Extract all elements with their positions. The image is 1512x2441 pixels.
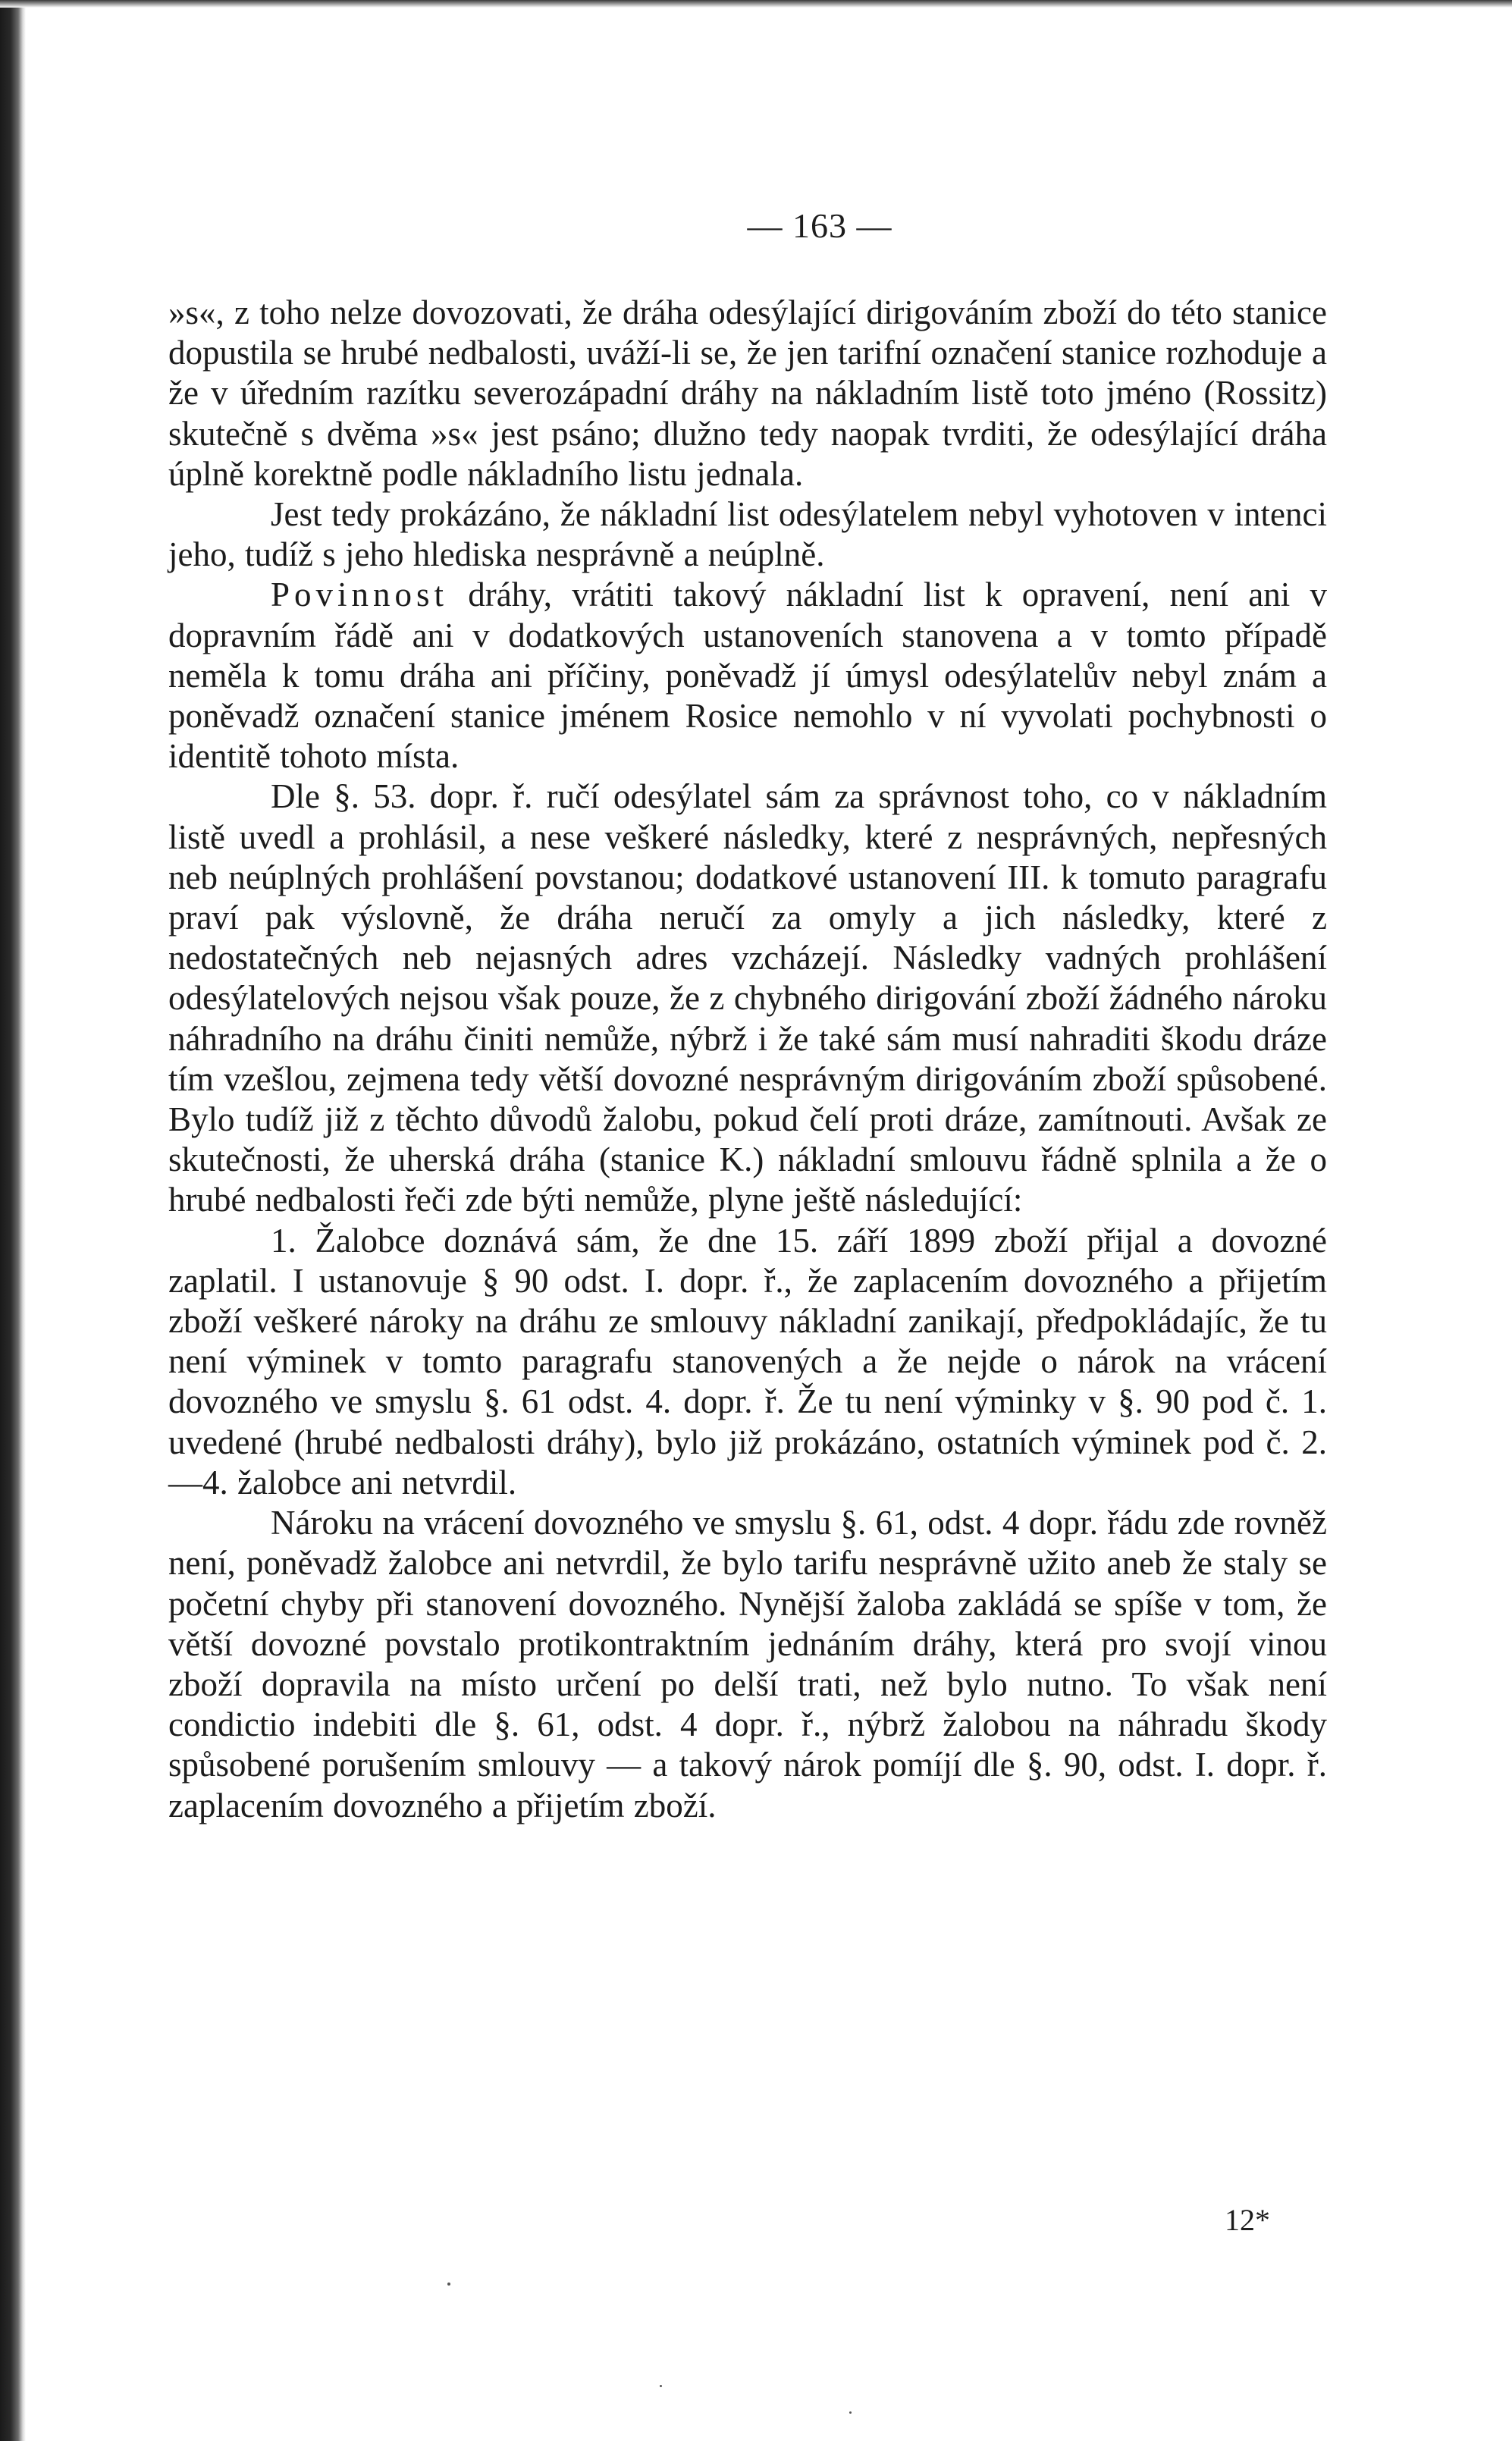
page-number: — 163 — (747, 206, 892, 245)
emphasized-word: Povinnost (271, 576, 449, 614)
paragraph-6: Nároku na vrácení dovozného ve smyslu §. 61, odst. 4 dopr. řádu zde rovněž není, poněvadž žalobce ani netvrdil, že bylo tarifu nesprávně užito aneb že staly se početní chyby při stanovení dovozného. Nynější žaloba zakládá se spíše v tom, že větší dovozné povstalo protikontraktním jednáním dráhy, která pro svojí vinou zboží dopravila na místo určení po delší trati, než bylo nutno. To však není condictio indebiti dle §. 61, odst. 4 dopr. ř., nýbrž žalobou na náhradu škody spůsobené porušením smlouvy — a takový nárok pomíjí dle §. 90, odst. I. dopr. ř. zaplacením dovozného a přijetím zboží. (168, 1504, 1327, 1824)
paragraph-1: »s«, z toho nelze dovozovati, že dráha odesýlající dirigováním zboží do této stanice dopustila se hrubé nedbalosti, uváží-li se, že jen tarifní označení stanice rozhoduje a že v úředním razítku severozápadní dráhy na nákladním listě toto jméno (Rossitz) skutečně s dvěma »s« jest psáno; dlužno tedy naopak tvrditi, že odesýlající dráha úplně korektně podle nákladního listu jednala. (168, 293, 1327, 493)
scan-speck (849, 2411, 852, 2414)
paragraph-3 (168, 575, 1327, 777)
scan-left-edge (0, 0, 26, 2441)
page-body (168, 203, 1327, 1826)
scan-speck (447, 2283, 450, 2286)
paragraph-3-text: dráhy, vrátiti takový nákladní list k opravení, není ani v dopravním řádě ani v dodatkových ustanoveních stanovena a v tomto případě neměla k tomu dráha ani příčiny, poněvadž jí úmysl odesýlatelův nebyl znám a poněvadž označení stanice jménem Rosice nemohlo v ní vyvolati pochybnosti o identitě tohoto místa. (168, 576, 1327, 776)
paragraph-2: Jest tedy prokázáno, že nákladní list odesýlatelem nebyl vyhotoven v intenci jeho, tudíž s jeho hlediska nesprávně a neúplně. (168, 495, 1327, 574)
scan-speck (660, 2385, 662, 2387)
scan-top-edge (0, 0, 1512, 8)
paragraph-5: 1. Žalobce doznává sám, že dne 15. září 1899 zboží přijal a dovozné zaplatil. I ustanovuje § 90 odst. I. dopr. ř., že zaplacením dovozného a přijetím zboží veškeré nároky na dráhu ze smlouvy nákladní zanikají, předpokládajíc, že tu není výminek v tomto paragrafu stanovených a že nejde o nárok na vrácení dovozného ve smyslu §. 61 odst. 4. dopr. ř. Že tu není výminky v §. 90 pod č. 1. uvedené (hrubé nedbalosti dráhy), bylo již prokázáno, ostatních výminek pod č. 2.—4. žalobce ani netvrdil. (168, 1221, 1327, 1501)
signature-mark: 12* (1225, 2203, 1270, 2237)
paragraph-4: Dle §. 53. dopr. ř. ručí odesýlatel sám za správnost toho, co v nákladním listě uvedl a prohlásil, a nese veškeré následky, které z nesprávných, nepřesných neb neúplných prohlášení povstanou; dodatkové ustanovení III. k tomuto paragrafu praví pak výslovně, že dráha neručí za omyly a jich následky, které z nedostatečných neb nejasných adres vzcházejí. Následky vadných prohlášení odesýlatelových nejsou však pouze, že z chybného dirigování zboží žádného nároku náhradního na dráhu činiti nemůže, nýbrž i že také sám musí nahraditi škodu dráze tím vzešlou, zejmena tedy větší dovozné nesprávným dirigováním zboží spůsobené. Bylo tudíž již z těchto důvodů žalobu, pokud čelí proti dráze, zamítnouti. Avšak ze skutečnosti, že uherská dráha (stanice K.) nákladní smlouvu řádně splnila a že o hrubé nedbalosti řeči zde býti nemůže, plyne ještě následující: (168, 777, 1327, 1219)
